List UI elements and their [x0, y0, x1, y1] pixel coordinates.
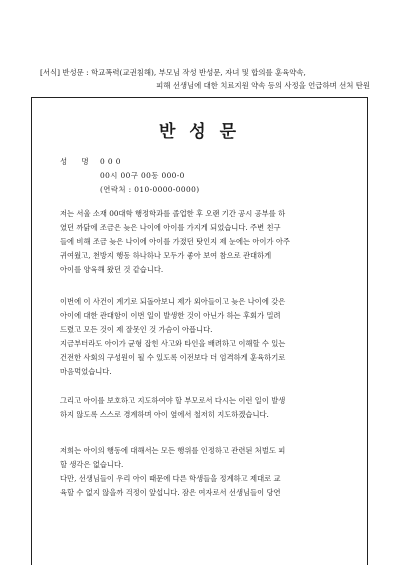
phone-value: (연락처 : 010-0000-0000) [100, 185, 200, 194]
paragraph-line: 드렸고 모든 것이 제 잘못인 것 가슴이 아픕니다. [60, 325, 213, 334]
form-header-note [40, 66, 370, 92]
paragraph-line: 다만, 선생님들이 우리 아이 때문에 다른 학생들을 정계하고 제대로 교 [60, 474, 281, 483]
document-frame [31, 97, 368, 565]
paragraph-line: 그리고 아이를 보호하고 지도하여야 할 부모로서 다시는 이런 일이 발생 [60, 396, 286, 405]
sender-info [60, 155, 200, 197]
name-value: 0 0 0 [100, 157, 121, 166]
paragraph-line: 하지 않도록 스스로 경계하며 아이 옆에서 철저히 지도하겠습니다. [60, 410, 269, 419]
paragraph-line: 육할 수 없지 않을까 걱정이 앞섭니다. 잠은 여자로서 선생님들이 당연 [60, 488, 281, 497]
paragraph-line: 이번에 이 사건이 계기로 되돌아보니 제가 외아들이고 늦은 나이에 갖은 [60, 297, 286, 306]
paragraph-line: 마음먹었습니다. [60, 367, 112, 376]
paragraph-line: 지금부터라도 아이가 균형 잡힌 사고와 타인을 배려하고 이해할 수 있는 [60, 339, 286, 348]
paragraph-line: 저는 서울 소재 00대학 행정학과를 졸업한 후 오랜 기간 공시 공부를 하 [60, 209, 286, 218]
paragraph-line: 건전한 사회의 구성원이 될 수 있도록 이전보다 더 엄격하게 훈육하기로 [60, 353, 286, 362]
sender-address-row [60, 169, 200, 183]
paragraph-4 [60, 444, 354, 500]
paragraph-line: 아이를 양육해 왔던 것 같습니다. [60, 265, 164, 274]
sender-phone-row [60, 183, 200, 197]
paragraph-line: 할 생각은 없습니다. [60, 460, 124, 469]
paragraph-line: 였던 까닭에 조금은 늦은 나이에 아이를 가지게 되었습니다. 주변 친구 [60, 223, 281, 232]
paragraph-2 [60, 295, 354, 379]
name-label: 성 명 [60, 157, 95, 166]
header-note-line-2: 피해 선생님에 대한 치료지원 약속 등의 사정을 언급하며 선처 탄원 [156, 81, 370, 90]
document-title: 반 성 문 [158, 122, 241, 142]
sender-name-row [60, 155, 200, 169]
header-note-line-1: [서식] 반성문 : 학교폭력(교권침해), 부모님 작성 반성문, 자녀 및 합의를 훈육약속, [40, 68, 306, 77]
paragraph-3 [60, 394, 354, 422]
paragraph-1 [60, 207, 354, 277]
address-value: 00시 00구 00동 000-0 [100, 171, 185, 180]
paragraph-line: 귀여웠고, 천방지 행동 하나하나 모두가 좋아 보여 참으로 관대하게 [60, 251, 272, 260]
paragraph-line: 아이에 대한 관대함이 이번 일이 발생한 것이 아닌가 하는 후회가 밀려 [60, 311, 281, 320]
paragraph-line: 저희는 아이의 행동에 대해서는 모든 행위를 인정하고 관련된 처벌도 피 [60, 446, 286, 455]
paragraph-line: 들에 비해 조금 늦은 나이에 아이를 가졌던 탓인지 제 눈에는 아이가 아주 [60, 237, 290, 246]
